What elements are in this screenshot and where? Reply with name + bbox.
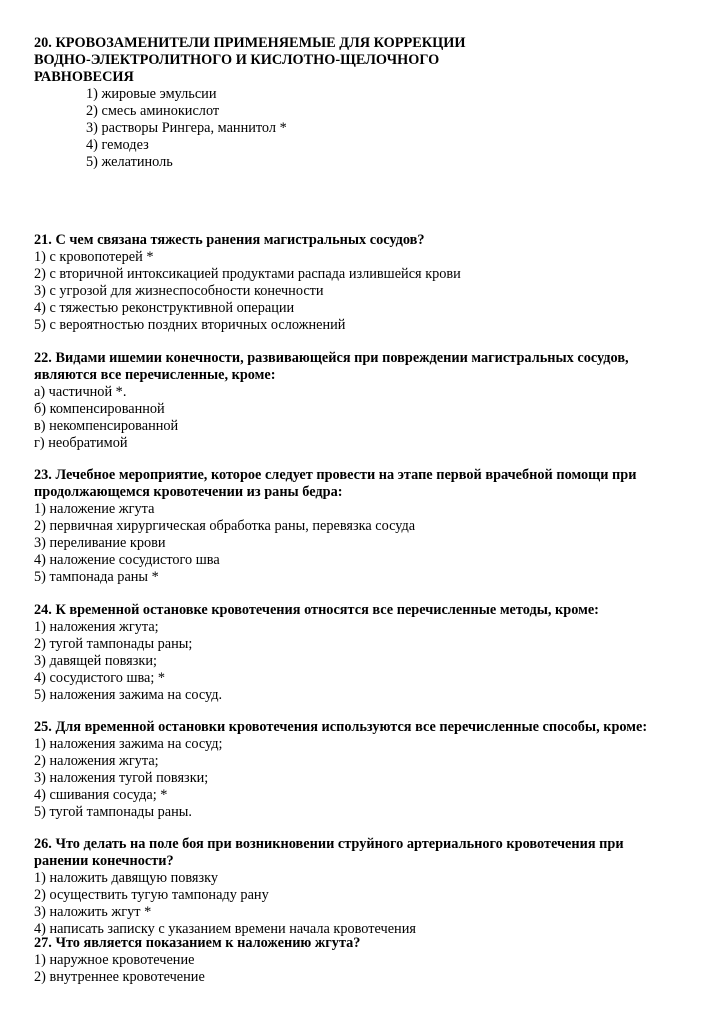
answer-option: 3) наложения тугой повязки; bbox=[34, 770, 209, 786]
question-title-line: ВОДНО-ЭЛЕКТРОЛИТНОГО И КИСЛОТНО-ЩЕЛОЧНОГО bbox=[34, 52, 440, 68]
answer-option: 4) гемодез bbox=[86, 137, 149, 153]
question-23 bbox=[34, 467, 694, 586]
answer-option: а) частичной *. bbox=[34, 384, 127, 400]
answer-option: 3) давящей повязки; bbox=[34, 653, 157, 669]
question-22 bbox=[34, 350, 694, 452]
question-title-line: ранении конечности? bbox=[34, 853, 174, 869]
question-title-line: 24. К временной остановке кровотечения относятся все перечисленные методы, кроме: bbox=[34, 602, 599, 618]
answer-option: 2) первичная хирургическая обработка раны, перевязка сосуда bbox=[34, 518, 416, 534]
answer-option: 3) с угрозой для жизнеспособности конечности bbox=[34, 283, 324, 299]
answer-option: 3) переливание крови bbox=[34, 535, 166, 551]
answer-option: в) некомпенсированной bbox=[34, 418, 179, 434]
question-title-line: продолжающемся кровотечении из раны бедра: bbox=[34, 484, 343, 500]
question-title-line: 22. Видами ишемии конечности, развивающейся при повреждении магистральных сосудов, bbox=[34, 350, 629, 366]
answer-option: 4) с тяжестью реконструктивной операции bbox=[34, 300, 295, 316]
answer-option: 5) тампонада раны * bbox=[34, 569, 159, 585]
answer-option: 5) с вероятностью поздних вторичных осложнений bbox=[34, 317, 346, 333]
answer-option: 1) с кровопотерей * bbox=[34, 249, 154, 265]
question-title-line: являются все перечисленные, кроме: bbox=[34, 367, 276, 383]
answer-option: 1) наложение жгута bbox=[34, 501, 155, 517]
question-title-line: 26. Что делать на поле боя при возникновении струйного артериального кровотечения при bbox=[34, 836, 624, 852]
answer-option: 2) тугой тампонады раны; bbox=[34, 636, 193, 652]
question-title-line: 20. КРОВОЗАМЕНИТЕЛИ ПРИМЕНЯЕМЫЕ ДЛЯ КОРРЕКЦИИ bbox=[34, 35, 466, 51]
answer-option: 4) написать записку с указанием времени начала кровотечения bbox=[34, 921, 416, 937]
question-20 bbox=[34, 35, 694, 171]
answer-option: 1) наложить давящую повязку bbox=[34, 870, 219, 886]
answer-option: 1) наложения жгута; bbox=[34, 619, 159, 635]
answer-option: 4) сшивания сосуда; * bbox=[34, 787, 168, 803]
answer-option: 2) внутреннее кровотечение bbox=[34, 969, 205, 985]
question-24 bbox=[34, 602, 694, 704]
question-26 bbox=[34, 836, 694, 938]
question-27 bbox=[34, 935, 694, 986]
question-title-line: РАВНОВЕСИЯ bbox=[34, 69, 134, 85]
question-title-line: 25. Для временной остановки кровотечения используются все перечисленные способы, кроме: bbox=[34, 719, 648, 735]
answer-option: 4) сосудистого шва; * bbox=[34, 670, 166, 686]
answer-option: 5) желатиноль bbox=[86, 154, 173, 170]
answer-option: 2) наложения жгута; bbox=[34, 753, 159, 769]
answer-option: 5) наложения зажима на сосуд. bbox=[34, 687, 223, 703]
answer-option: 1) наружное кровотечение bbox=[34, 952, 195, 968]
answer-option: б) компенсированной bbox=[34, 401, 165, 417]
question-title-line: 21. С чем связана тяжесть ранения магистральных сосудов? bbox=[34, 232, 425, 248]
answer-option: 1) наложения зажима на сосуд; bbox=[34, 736, 223, 752]
question-21 bbox=[34, 232, 694, 334]
question-25 bbox=[34, 719, 694, 821]
answer-option: г) необратимой bbox=[34, 435, 128, 451]
question-title-line: 23. Лечебное мероприятие, которое следует провести на этапе первой врачебной помощи при bbox=[34, 467, 637, 483]
answer-option: 2) смесь аминокислот bbox=[86, 103, 220, 119]
answer-option: 3) наложить жгут * bbox=[34, 904, 152, 920]
answer-option: 1) жировые эмульсии bbox=[86, 86, 217, 102]
answer-option: 5) тугой тампонады раны. bbox=[34, 804, 192, 820]
question-title-line: 27. Что является показанием к наложению жгута? bbox=[34, 935, 361, 951]
answer-option: 3) растворы Рингера, маннитол * bbox=[86, 120, 287, 136]
answer-option: 2) осуществить тугую тампонаду рану bbox=[34, 887, 269, 903]
answer-option: 2) с вторичной интоксикацией продуктами распада излившейся крови bbox=[34, 266, 461, 282]
answer-option: 4) наложение сосудистого шва bbox=[34, 552, 220, 568]
